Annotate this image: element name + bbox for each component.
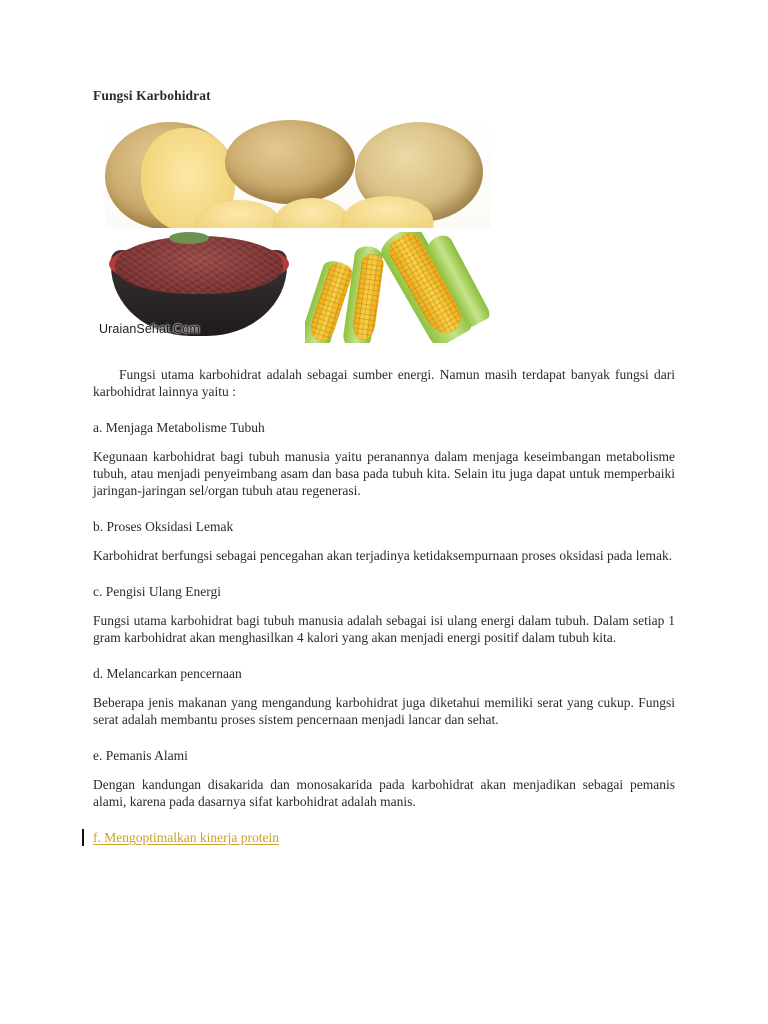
corn-photo bbox=[305, 232, 491, 343]
carbohydrate-foods-image bbox=[99, 118, 491, 343]
potato-whole bbox=[225, 120, 355, 204]
protein-section-link[interactable]: f. Mengoptimalkan kinerja protein bbox=[93, 830, 279, 845]
red-rice-bowl-photo bbox=[99, 232, 295, 343]
section-heading-pengisi-energi: c. Pengisi Ulang Energi bbox=[93, 584, 221, 599]
text-cursor bbox=[82, 829, 84, 846]
section-body-oksidasi-lemak: Karbohidrat berfungsi sebagai pencegahan akan terjadinya ketidaksempurnaan proses oksidasi pada lemak. bbox=[93, 548, 673, 563]
document-body bbox=[93, 366, 675, 849]
intro-paragraph: Fungsi utama karbohidrat adalah sebagai sumber energi. Namun masih terdapat banyak fungsi dari karbohidrat lainnya yaitu : bbox=[93, 367, 675, 399]
section-heading-oksidasi-lemak: b. Proses Oksidasi Lemak bbox=[93, 519, 234, 534]
section-body-pemanis-alami: Dengan kandungan disakarida dan monosakarida pada karbohidrat akan menjadikan sebagai pemanis alami, karena pada dasarnya sifat karbohidrat adalah manis. bbox=[93, 777, 675, 809]
section-heading-metabolisme: a. Menjaga Metabolisme Tubuh bbox=[93, 420, 265, 435]
red-rice bbox=[115, 236, 283, 294]
section-body-metabolisme: Kegunaan karbohidrat bagi tubuh manusia yaitu peranannya dalam menjaga keseimbangan metabolisme tubuh, atau menjadi penyeimbang asam dan basa pada tubuh kita. Selain itu juga dapat untuk memperbaiki jaringan-jaringan sel/organ tubuh atau regenerasi. bbox=[93, 449, 675, 498]
link-row bbox=[93, 829, 675, 849]
document-page bbox=[93, 86, 675, 845]
leaf-garnish bbox=[169, 232, 209, 244]
document-title: Fungsi Karbohidrat bbox=[93, 88, 211, 103]
section-heading-pencernaan: d. Melancarkan pencernaan bbox=[93, 666, 242, 681]
potatoes-photo bbox=[105, 118, 491, 228]
section-body-pengisi-energi: Fungsi utama karbohidrat bagi tubuh manusia adalah sebagai isi ulang energi dalam tubuh. Dalam setiap 1 gram karbohidrat akan menghasilkan 4 kalori yang akan menjadi energi positif dalam tubuh kita. bbox=[93, 613, 675, 645]
section-body-pencernaan: Beberapa jenis makanan yang mengandung karbohidrat juga diketahui memiliki serat yang cukup. Fungsi serat adalah membantu proses sistem pencernaan menjadi lancar dan sehat. bbox=[93, 695, 675, 727]
section-heading-pemanis-alami: e. Pemanis Alami bbox=[93, 748, 188, 763]
image-watermark: UraianSehat.Com bbox=[99, 322, 200, 336]
